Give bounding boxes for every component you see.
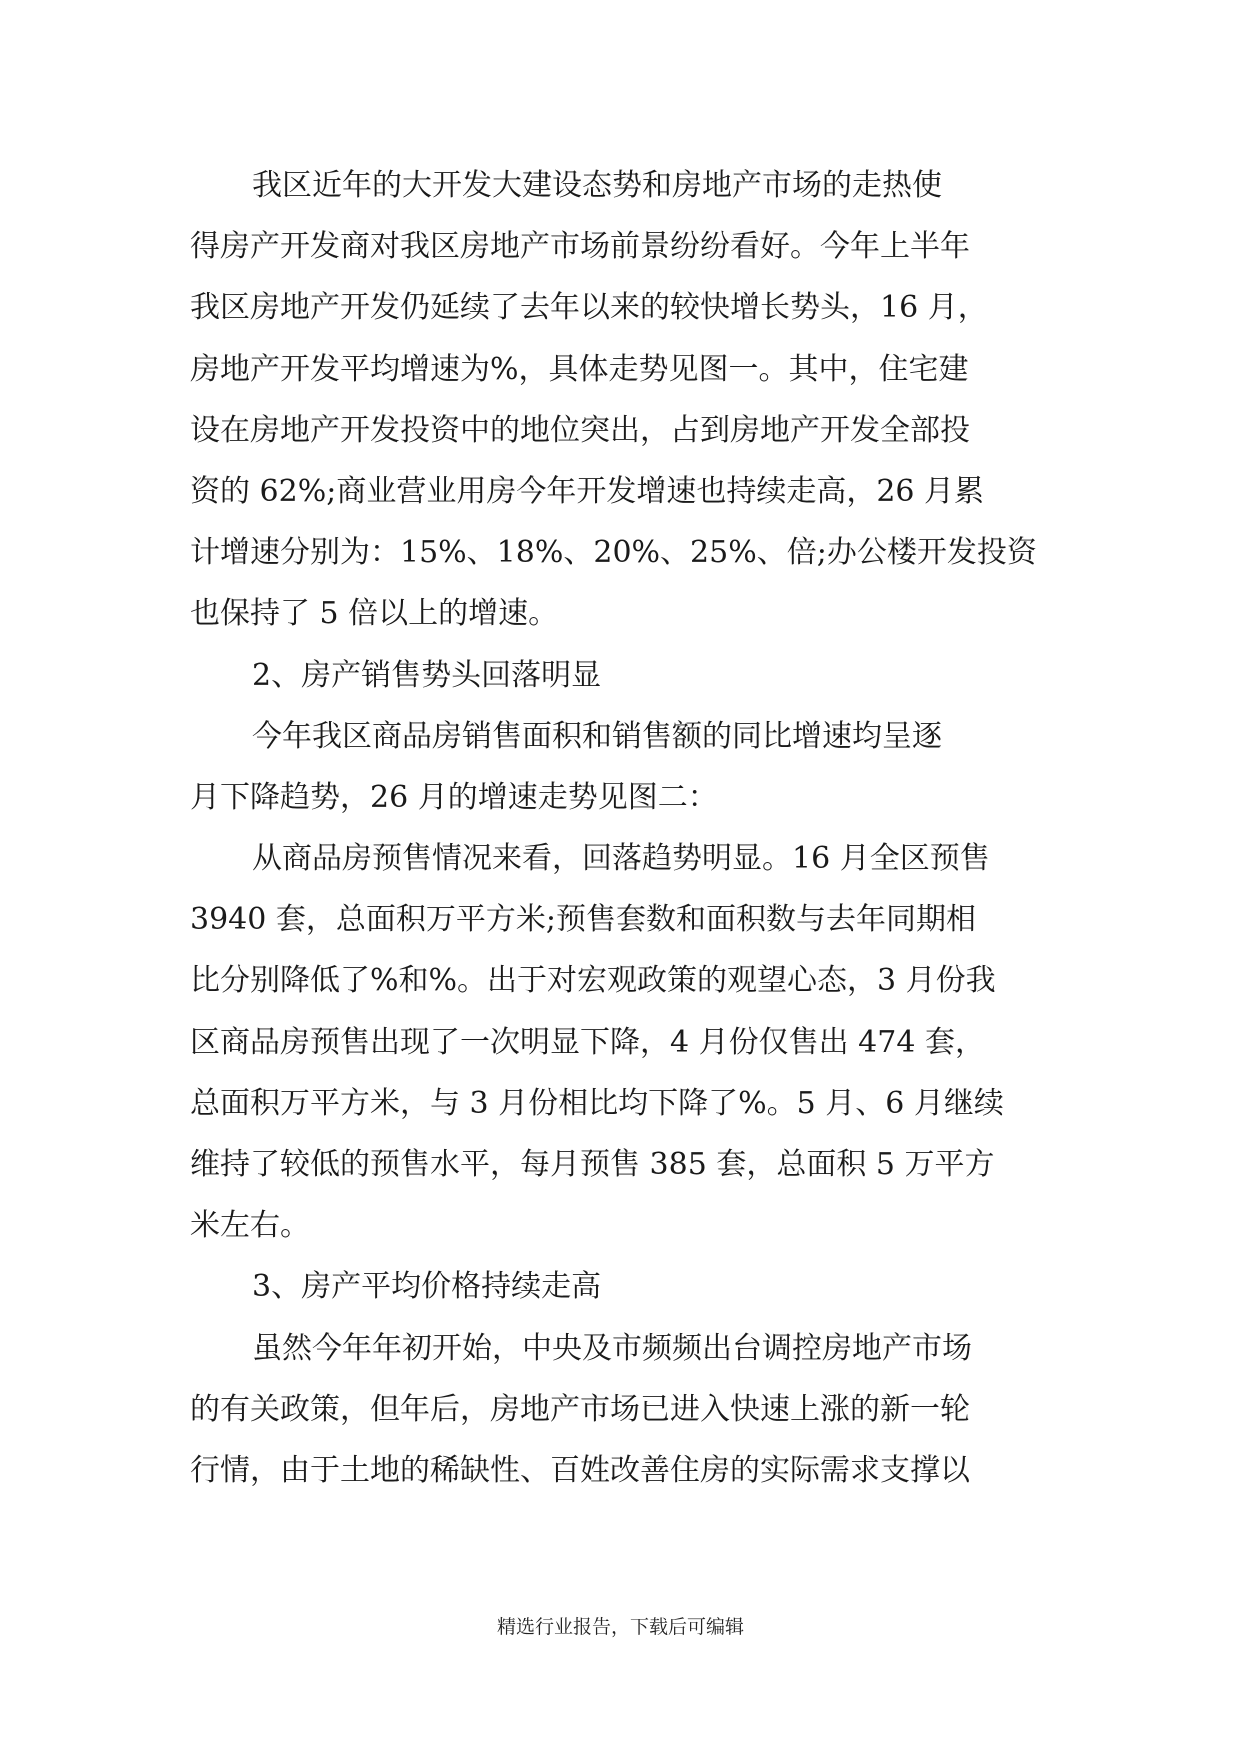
paragraph-line: 我区近年的大开发大建设态势和房地产市场的走热使 (252, 168, 942, 203)
section-heading: 2、房产销售势头回落明显 (252, 657, 602, 693)
paragraph-line: 比分别降低了%和%。出于对宏观政策的观望心态，3 月份我 (190, 963, 996, 999)
document-body (190, 155, 1060, 1501)
paragraph-line: 维持了较低的预售水平，每月预售 385 套，总面积 5 万平方 (190, 1147, 995, 1182)
paragraph-line: 从商品房预售情况来看，回落趋势明显。16 月全区预售 (252, 841, 990, 877)
page-footer: 精选行业报告，下载后可编辑 (496, 1616, 744, 1638)
paragraph-line: 房地产开发平均增速为%，具体走势见图一。其中，住宅建 (190, 351, 969, 387)
paragraph-line: 我区房地产开发仍延续了去年以来的较快增长势头，16 月， (190, 290, 988, 326)
paragraph-line: 虽然今年年初开始，中央及市频频出台调控房地产市场 (252, 1330, 972, 1366)
paragraph-line: 得房产开发商对我区房地产市场前景纷纷看好。今年上半年 (190, 229, 970, 265)
section-heading: 3、房产平均价格持续走高 (252, 1269, 602, 1305)
paragraph-line: 米左右。 (190, 1208, 310, 1244)
paragraph-line: 区商品房预售出现了一次明显下降，4 月份仅售出 474 套， (190, 1024, 985, 1060)
paragraph-line: 行情，由于土地的稀缺性、百姓改善住房的实际需求支撑以 (190, 1452, 970, 1488)
paragraph-line: 设在房地产开发投资中的地位突出，占到房地产开发全部投 (190, 412, 970, 448)
paragraph-line: 今年我区商品房销售面积和销售额的同比增速均呈逐 (252, 718, 942, 754)
paragraph-line: 的有关政策，但年后，房地产市场已进入快速上涨的新一轮 (190, 1391, 970, 1427)
paragraph-line: 总面积万平方米，与 3 月份相比均下降了%。5 月、6 月继续 (190, 1085, 1004, 1121)
paragraph-line: 资的 62%;商业营业用房今年开发增速也持续走高，26 月累 (190, 473, 985, 509)
paragraph-line: 月下降趋势，26 月的增速走势见图二： (190, 779, 718, 815)
paragraph-line: 计增速分别为：15%、18%、20%、25%、倍;办公楼开发投资 (190, 535, 1037, 571)
paragraph-line: 也保持了 5 倍以上的增速。 (190, 596, 559, 632)
paragraph-line: 3940 套，总面积万平方米;预售套数和面积数与去年同期相 (190, 902, 976, 938)
